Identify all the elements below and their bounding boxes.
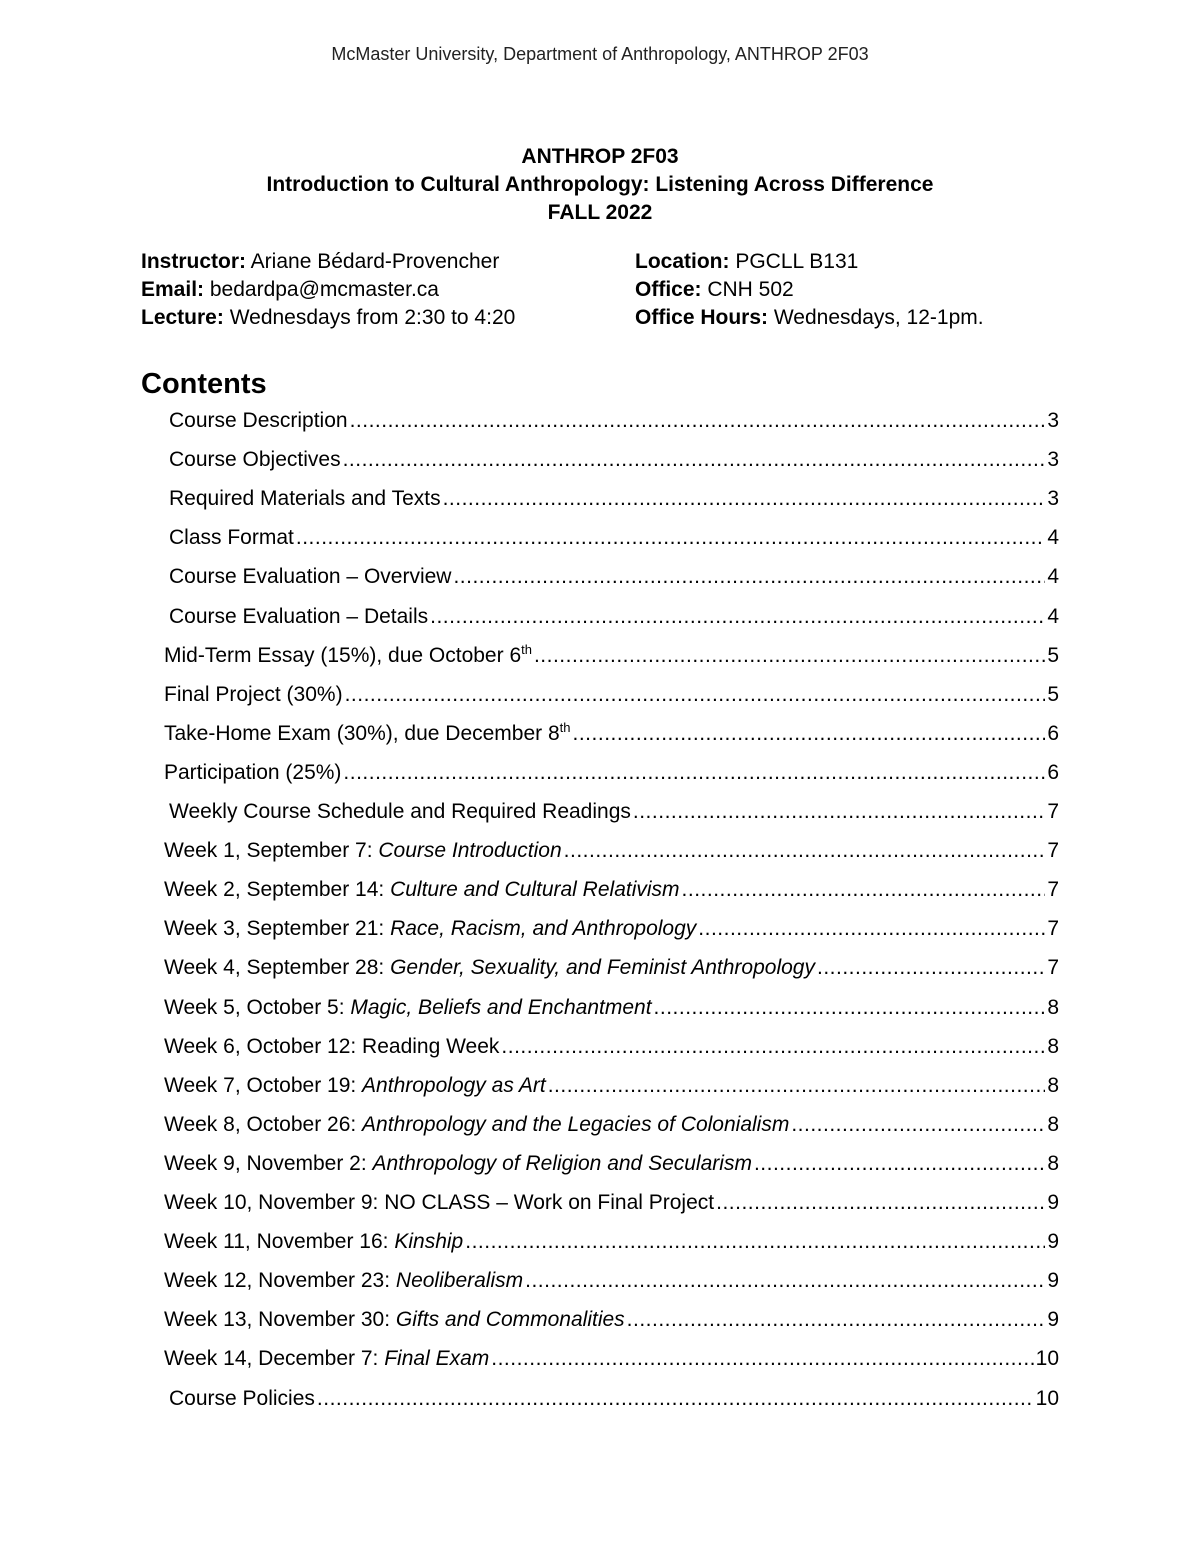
office-info	[635, 276, 1061, 304]
toc-entry[interactable]	[0, 1188, 1059, 1218]
toc-entry[interactable]	[0, 1149, 1059, 1179]
toc-entry-title	[164, 1266, 523, 1296]
toc-entry-text: Course Objectives	[169, 448, 341, 472]
toc-page-number: 7	[1047, 917, 1059, 941]
toc-entry-text: Mid-Term Essay (15%), due October 6	[164, 643, 522, 667]
toc-entry-text: Week 4, September 28:	[164, 956, 391, 980]
toc-dot-leader	[430, 602, 1045, 632]
toc-dot-leader	[501, 1032, 1045, 1062]
course-info	[141, 248, 1061, 332]
toc-entry-text: Week 7, October 19:	[164, 1073, 363, 1097]
toc-entry-title	[169, 484, 441, 514]
instructor-label: Instructor:	[141, 250, 246, 273]
toc-entry-title	[164, 1110, 789, 1140]
toc-entry-title	[164, 1344, 489, 1374]
toc-entry[interactable]	[0, 445, 1059, 475]
toc-entry-title	[164, 914, 696, 944]
toc-entry-title	[169, 562, 451, 592]
toc-page-number: 4	[1047, 604, 1059, 628]
toc-entry[interactable]	[0, 993, 1059, 1023]
course-term: FALL 2022	[547, 201, 653, 224]
toc-entry[interactable]	[0, 1032, 1059, 1062]
toc-dot-leader	[654, 993, 1046, 1023]
toc-entry-title	[164, 1071, 546, 1101]
toc-entry-superscript: th	[559, 719, 571, 735]
toc-entry-text: Week 11, November 16:	[164, 1230, 395, 1254]
toc-page-number: 9	[1047, 1269, 1059, 1293]
email-label: Email:	[141, 278, 205, 301]
toc-entry[interactable]	[0, 1071, 1059, 1101]
toc-entry-italic-text: Anthropology and the Legacies of Colonialism	[362, 1112, 790, 1136]
instructor-info	[141, 248, 635, 276]
toc-page-number: 10	[1035, 1386, 1059, 1410]
toc-dot-leader	[573, 719, 1046, 749]
office-label: Office:	[635, 278, 702, 301]
contents-heading: Contents	[141, 368, 267, 400]
toc-dot-leader	[791, 1110, 1045, 1140]
toc-entry-text: Weekly Course Schedule and Required Readings	[169, 800, 631, 823]
toc-entry-italic-text: Neoliberalism	[395, 1269, 524, 1293]
email-value: bedardpa@mcmaster.ca	[204, 278, 439, 301]
toc-entry-text: Week 6, October 12: Reading Week	[164, 1034, 500, 1058]
toc-dot-leader	[343, 445, 1046, 475]
toc-entry-text: Participation (25%)	[164, 760, 342, 784]
toc-entry[interactable]	[0, 1227, 1059, 1257]
toc-page-number: 3	[1047, 487, 1059, 511]
toc-page-number: 3	[1047, 448, 1059, 472]
toc-entry-title	[164, 1032, 499, 1062]
info-row-2	[141, 276, 1061, 304]
lecture-label: Lecture:	[141, 306, 224, 329]
toc-entry[interactable]	[0, 953, 1059, 983]
office-value: CNH 502	[701, 278, 794, 301]
toc-dot-leader	[453, 562, 1045, 592]
toc-entry[interactable]	[0, 1384, 1059, 1414]
toc-entry-italic-text: Anthropology of Religion and Secularism	[372, 1151, 752, 1175]
office-hours-label: Office Hours:	[635, 306, 769, 329]
toc-entry-text: Required Materials and Texts	[169, 487, 441, 511]
toc-dot-leader	[682, 875, 1046, 905]
toc-page-number: 7	[1047, 956, 1059, 980]
toc-page-number: 10	[1035, 1347, 1059, 1371]
toc-entry-title	[169, 445, 341, 475]
toc-dot-leader	[817, 953, 1045, 983]
toc-page-number: 8	[1047, 1034, 1059, 1058]
toc-entry-title	[164, 680, 343, 710]
toc-dot-leader	[350, 406, 1046, 436]
toc-entry-title	[169, 1384, 315, 1414]
toc-dot-leader	[633, 797, 1045, 827]
toc-entry-text: Final Project (30%)	[164, 682, 343, 706]
toc-entry-text: Course Description	[169, 409, 348, 432]
instructor-value: Ariane Bédard-Provencher	[246, 250, 500, 273]
toc-entry-text: Take-Home Exam (30%), due December 8	[164, 721, 560, 745]
toc-entry-text: Week 5, October 5:	[164, 995, 351, 1019]
toc-entry[interactable]	[0, 719, 1059, 749]
toc-page-number: 7	[1047, 800, 1059, 823]
toc-entry-title	[164, 1188, 714, 1218]
toc-entry-text: Week 8, October 26:	[164, 1112, 363, 1136]
toc-dot-leader	[525, 1266, 1045, 1296]
running-header: McMaster University, Department of Anthropology, ANTHROP 2F03	[331, 44, 869, 64]
toc-entry-title	[164, 719, 571, 749]
toc-entry-italic-text: Anthropology as Art	[362, 1073, 546, 1097]
toc-entry-title	[164, 875, 680, 905]
toc-entry-text: Week 1, September 7:	[164, 839, 379, 863]
info-row-3	[141, 304, 1061, 332]
email-info	[141, 276, 635, 304]
toc-dot-leader	[345, 680, 1046, 710]
location-value: PGCLL B131	[729, 250, 859, 273]
toc-page-number: 5	[1047, 682, 1059, 706]
toc-entry-italic-text: Race, Racism, and Anthropology	[390, 917, 697, 941]
toc-entry-text: Week 10, November 9: NO CLASS – Work on Final Project	[164, 1191, 715, 1214]
toc-entry-title	[164, 836, 562, 866]
toc-entry[interactable]	[0, 914, 1059, 944]
toc-page-number: 7	[1047, 878, 1059, 902]
toc-entry[interactable]	[0, 680, 1059, 710]
toc-entry-text: Course Evaluation – Overview	[169, 565, 452, 589]
toc-entry-text: Course Evaluation – Details	[169, 604, 429, 628]
toc-dot-leader	[317, 1384, 1034, 1414]
toc-entry-title	[164, 641, 532, 671]
toc-dot-leader	[716, 1188, 1045, 1218]
toc-entry-italic-text: Kinship	[394, 1230, 464, 1254]
toc-dot-leader	[296, 523, 1045, 553]
toc-page-number: 4	[1047, 526, 1059, 550]
toc-page-number: 3	[1047, 409, 1059, 432]
toc-entry-text: Course Policies	[169, 1386, 315, 1410]
toc-entry-text: Week 13, November 30:	[164, 1308, 396, 1332]
office-hours-info	[635, 304, 1061, 332]
toc-page-number: 8	[1047, 1151, 1059, 1175]
toc-entry[interactable]	[0, 1344, 1059, 1374]
toc-entry-title	[169, 523, 294, 553]
toc-entry-italic-text: Culture and Cultural Relativism	[390, 878, 680, 902]
toc-entry-italic-text: Magic, Beliefs and Enchantment	[350, 995, 652, 1019]
toc-entry-text: Week 12, November 23:	[164, 1269, 396, 1293]
toc-entry[interactable]	[0, 484, 1059, 514]
toc-dot-leader	[465, 1227, 1045, 1257]
toc-dot-leader	[534, 641, 1045, 671]
location-info	[635, 248, 1061, 276]
toc-entry[interactable]	[0, 406, 1059, 436]
toc-page-number: 8	[1047, 1073, 1059, 1097]
toc-entry-italic-text: Final Exam	[384, 1347, 490, 1371]
toc-page-number: 8	[1047, 995, 1059, 1019]
toc-dot-leader	[627, 1305, 1046, 1335]
toc-entry-title	[164, 1227, 463, 1257]
toc-entry-title	[164, 758, 341, 788]
toc-page-number: 6	[1047, 760, 1059, 784]
toc-entry[interactable]	[0, 875, 1059, 905]
course-name: Introduction to Cultural Anthropology: Listening Across Difference	[266, 173, 934, 196]
toc-entry[interactable]	[0, 1110, 1059, 1140]
course-code: ANTHROP 2F03	[521, 145, 679, 168]
toc-page-number: 9	[1047, 1230, 1059, 1254]
toc-dot-leader	[564, 836, 1046, 866]
toc-entry-text: Week 3, September 21:	[164, 917, 391, 941]
toc-entry-title	[164, 1305, 625, 1335]
course-title-block	[0, 143, 1200, 227]
toc-dot-leader	[443, 484, 1046, 514]
toc-entry[interactable]	[0, 602, 1059, 632]
toc-page-number: 5	[1047, 643, 1059, 667]
toc-page-number: 9	[1047, 1308, 1059, 1332]
info-row-1	[141, 248, 1061, 276]
toc-dot-leader	[491, 1344, 1033, 1374]
toc-entry-title	[169, 406, 348, 436]
location-label: Location:	[635, 250, 730, 273]
toc-entry-text: Class Format	[169, 526, 294, 550]
toc-entry[interactable]	[0, 758, 1059, 788]
toc-entry[interactable]	[0, 1305, 1059, 1335]
toc-dot-leader	[754, 1149, 1045, 1179]
toc-entry[interactable]	[0, 1266, 1059, 1296]
toc-entry-title	[169, 602, 428, 632]
lecture-info	[141, 304, 635, 332]
toc-entry-text: Week 9, November 2:	[164, 1151, 373, 1175]
toc-entry-italic-text: Gender, Sexuality, and Feminist Anthropology	[390, 956, 815, 980]
toc-page-number: 8	[1047, 1112, 1059, 1136]
toc-entry-text: Week 2, September 14:	[164, 878, 391, 902]
toc-entry-title	[164, 993, 652, 1023]
lecture-value: Wednesdays from 2:30 to 4:20	[223, 306, 516, 329]
toc-dot-leader	[548, 1071, 1046, 1101]
toc-page-number: 6	[1047, 721, 1059, 745]
toc-entry[interactable]	[0, 836, 1059, 866]
toc-entry-italic-text: Course Introduction	[378, 839, 562, 863]
toc-page-number: 9	[1047, 1191, 1059, 1214]
toc-entry-superscript: th	[521, 641, 532, 657]
toc-entry-text: Week 14, December 7:	[164, 1347, 385, 1371]
toc-entry-title	[164, 1149, 752, 1179]
toc-dot-leader	[698, 914, 1045, 944]
toc-entry-title	[164, 953, 815, 983]
toc-page-number: 7	[1047, 839, 1059, 863]
toc-page-number: 4	[1047, 565, 1059, 589]
toc-entry-italic-text: Gifts and Commonalities	[395, 1308, 625, 1332]
toc-entry[interactable]	[0, 562, 1059, 592]
toc-dot-leader	[343, 758, 1045, 788]
toc-entry-title	[169, 797, 631, 827]
toc-entry[interactable]	[0, 797, 1059, 827]
toc-entry[interactable]	[0, 641, 1059, 671]
office-hours-value: Wednesdays, 12-1pm.	[768, 306, 984, 329]
toc-entry[interactable]	[0, 523, 1059, 553]
